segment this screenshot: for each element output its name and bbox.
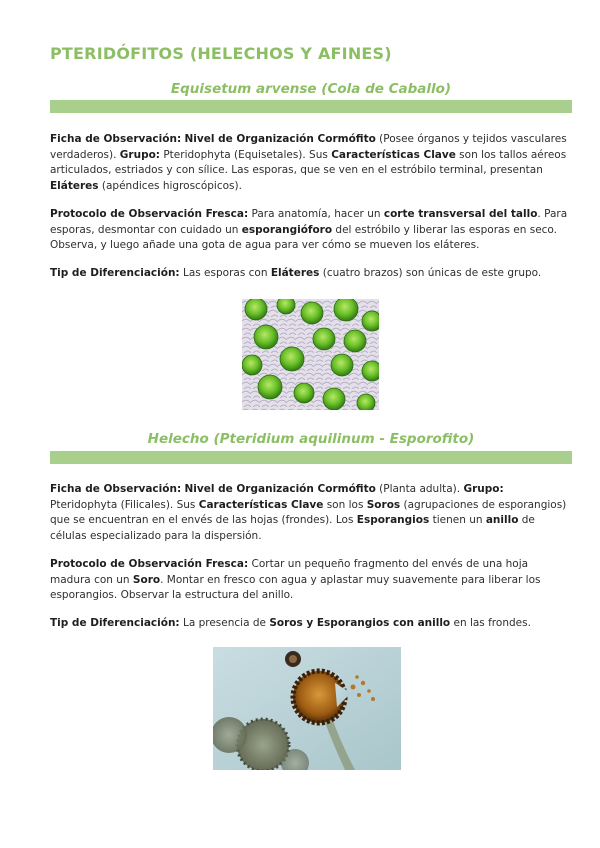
fern-sporangia-photo [213,647,401,770]
tip-paragraph: Tip de Diferenciación: Las esporas con Eláteres (cuatro brazos) son únicas de este grupo. [50,267,542,279]
protocolo-paragraph: Protocolo de Observación Fresca: Cortar un pequeño fragmento del envés de una hoja madura con un Soro. Montar en fresco con agua y aplastar muy suavemente para liberar los esporangios. Observar la estructura del anillo. [50,558,541,602]
section-title-equisetum: Equisetum arvense (Cola de Caballo) [170,81,452,97]
ficha-paragraph: Ficha de Observación: Nivel de Organización Cormófito (Planta adulta). Grupo: Pteridophyta (Filicales). Sus Características Clave son los Soros (agrupaciones de esporangios) que se encuentran en el envés de las hojas (frondes). Los Esporangios tienen un anillo de células especializado para la dispersión. [50,483,567,542]
protocolo-paragraph: Protocolo de Observación Fresca: Para anatomía, hacer un corte transversal del tallo. Para esporas, desmontar con cuidado un esporangióforo del estróbilo y liberar las esporas en seco. Observa, y luego añade una gota de agua para ver cómo se mueven los eláteres. [50,208,568,252]
equisetum-spores-photo [242,299,379,410]
section-divider-bar [50,100,572,113]
tip-paragraph: Tip de Diferenciación: La presencia de Soros y Esporangios con anillo en las frondes. [50,617,531,629]
ficha-paragraph: Ficha de Observación: Nivel de Organización Cormófito (Posee órganos y tejidos vasculares verdaderos). Grupo: Pteridophyta (Equisetales). Sus Características Clave son los tallos aéreos articulados, estriados y con sílice. Las esporas, que se ven en el estróbilo terminal, presentan Eláteres (apéndices higroscópicos). [50,133,567,192]
page-title: PTERIDÓFITOS (HELECHOS Y AFINES) [50,44,392,63]
section-divider-bar [50,451,572,464]
section-title-helecho: Helecho (Pteridium aquilinum - Esporofito) [147,431,475,447]
